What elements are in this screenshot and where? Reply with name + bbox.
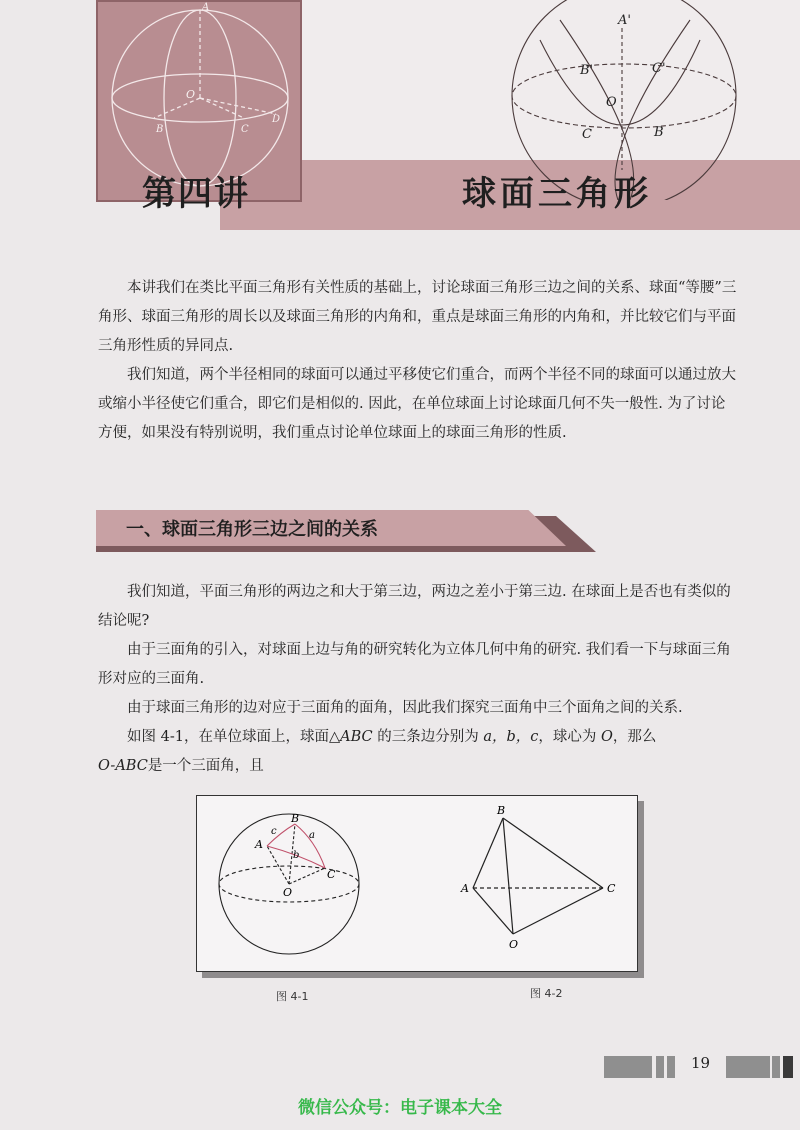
body-paragraph-4: [98, 723, 738, 781]
fig1-edge-a: a: [309, 830, 315, 841]
footer-bar: [726, 1056, 770, 1078]
right-sphere-label-c-prime: C': [652, 61, 666, 76]
page-number: 19: [691, 1054, 711, 1072]
footer-bar: [656, 1056, 664, 1078]
footer-bar: [772, 1056, 780, 1078]
left-sphere-label-b: B: [156, 124, 164, 135]
fig2-label-o: O: [509, 938, 519, 951]
chapter-header: [0, 0, 800, 240]
footer-bar: [667, 1056, 675, 1078]
figure-4-2-caption: 图 4-2: [530, 987, 563, 1000]
fig1-edge-b: b: [293, 850, 300, 861]
body-text-fragment: 是一个三面角，且: [147, 758, 264, 774]
body-text-fragment: ，那么: [612, 729, 657, 745]
section-title: 一、球面三角形三边之间的关系: [126, 519, 378, 540]
left-sphere-label-c: C: [241, 124, 249, 135]
fig1-edge-c: c: [271, 826, 277, 837]
left-sphere-label-d: D: [272, 114, 281, 125]
side-variables: a，b，c: [483, 729, 539, 745]
section-banner: [96, 510, 606, 552]
fig1-label-a: A: [255, 838, 263, 851]
right-sphere-label-b: B: [654, 125, 664, 140]
fig2-label-b: B: [497, 806, 506, 817]
body-paragraph-2: 由于三面角的引入，对球面上边与角的研究转化为立体几何中角的研究. 我们看一下与球面三角形对应的三面角.: [98, 642, 731, 687]
intro-paragraph-1: 本讲我们在类比平面三角形有关性质的基础上，讨论球面三角形三边之间的关系、球面“等腰”三角形、球面三角形的周长以及球面三角形的内角和，重点是球面三角形的内角和，并比较它们与平面三角形性质的异同点.: [98, 280, 737, 354]
watermark-text: 微信公众号：电子课本大全: [298, 1098, 502, 1118]
right-sphere-label-c: C: [582, 127, 592, 142]
lecture-number: 第四讲: [142, 174, 250, 214]
footer-bar: [604, 1056, 652, 1078]
body-text-fragment: ，球心为: [538, 729, 601, 745]
left-sphere-label-a: A: [202, 2, 210, 13]
trihedral-name: O-ABC: [98, 758, 148, 774]
fig2-label-a: A: [461, 882, 469, 895]
intro-paragraph-2: 我们知道，两个半径相同的球面可以通过平移使它们重合，而两个半径不同的球面可以通过放大或缩小半径使它们重合，即它们是相似的. 因此，在单位球面上讨论球面几何不失一般性. 为了讨论方便，如果没有特别说明，我们重点讨论单位球面上的球面三角形的性质.: [98, 367, 736, 441]
intro-text: [98, 274, 738, 448]
fig1-label-b: B: [291, 812, 300, 825]
figure-4-1-caption: 图 4-1: [276, 990, 309, 1003]
left-sphere-label-o: O: [186, 88, 196, 101]
right-sphere-label-o: O: [606, 95, 617, 110]
figure-4-2-diagram: [457, 806, 627, 966]
figure-panel: [196, 795, 638, 972]
lecture-title: 球面三角形: [462, 174, 652, 214]
triangle-name: ABC: [340, 729, 373, 745]
fig2-label-c: C: [607, 882, 616, 895]
body-text-fragment: 的三条边分别为: [372, 729, 484, 745]
right-sphere-label-a: A': [618, 13, 631, 28]
right-sphere-label-b-prime: B': [580, 63, 594, 78]
center-name: O: [601, 729, 613, 745]
body-paragraph-3: 由于球面三角形的边对应于三面角的面角，因此我们探究三面角中三个面角之间的关系.: [127, 700, 683, 716]
fig1-label-c: C: [327, 868, 336, 881]
footer-bar: [783, 1056, 793, 1078]
body-paragraph-1: 我们知道，平面三角形的两边之和大于第三边，两边之差小于第三边. 在球面上是否也有类似的结论呢?: [98, 584, 731, 629]
section-body: [98, 578, 738, 781]
body-text-fragment: 如图 4-1，在单位球面上，球面△: [127, 729, 341, 745]
fig1-label-o: O: [283, 886, 293, 899]
